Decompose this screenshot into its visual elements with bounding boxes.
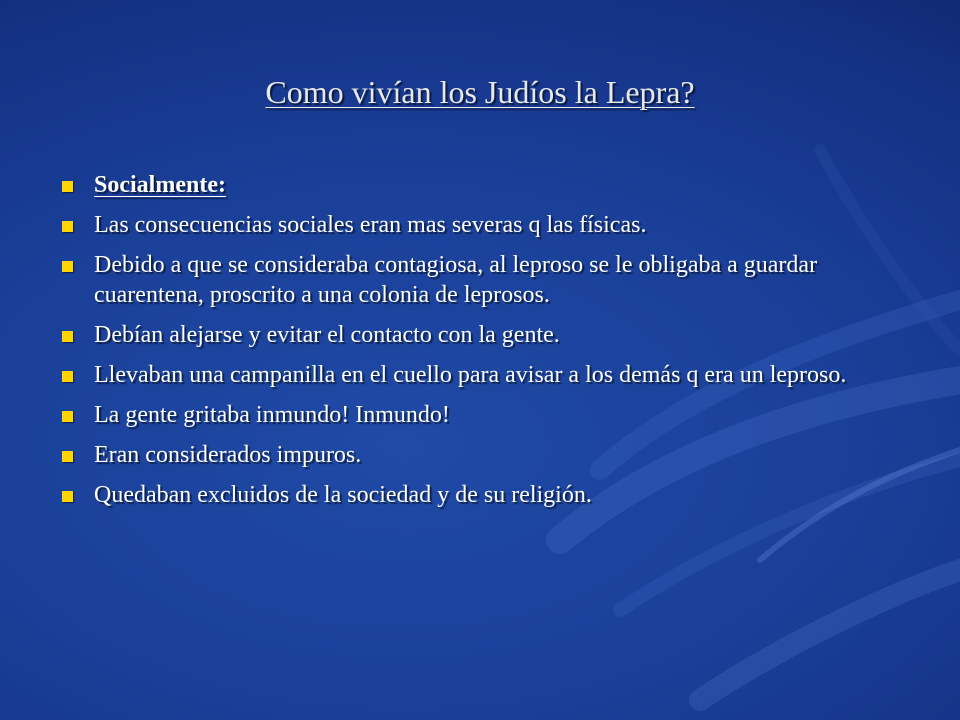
bullet-list — [58, 170, 918, 520]
list-item-text: Quedaban excluidos de la sociedad y de su religión. — [94, 482, 592, 508]
list-item-text: Llevaban una campanilla en el cuello para avisar a los demás q era un leproso. — [94, 362, 847, 388]
square-bullet-icon — [62, 451, 73, 462]
list-item-text: Debido a que se consideraba contagiosa, al leproso se le obligaba a guardar cuarentena, proscrito a una colonia de leprosos. — [94, 252, 818, 308]
section-heading: Socialmente: — [94, 172, 226, 198]
list-item — [58, 400, 918, 430]
list-item — [58, 440, 918, 470]
list-item-text: La gente gritaba inmundo! Inmundo! — [94, 402, 450, 428]
square-bullet-icon — [62, 491, 73, 502]
square-bullet-icon — [62, 331, 73, 342]
list-item — [58, 250, 918, 310]
slide-title: Como vivían los Judíos la Lepra? — [265, 74, 695, 110]
list-item — [58, 480, 918, 510]
list-item-text: Las consecuencias sociales eran mas severas q las físicas. — [94, 212, 647, 238]
list-item — [58, 360, 918, 390]
square-bullet-icon — [62, 181, 73, 192]
square-bullet-icon — [62, 411, 73, 422]
list-item — [58, 210, 918, 240]
list-item — [58, 320, 918, 350]
list-item — [58, 170, 918, 200]
square-bullet-icon — [62, 371, 73, 382]
square-bullet-icon — [62, 221, 73, 232]
list-item-text: Eran considerados impuros. — [94, 442, 362, 468]
square-bullet-icon — [62, 261, 73, 272]
list-item-text: Debían alejarse y evitar el contacto con la gente. — [94, 322, 560, 348]
